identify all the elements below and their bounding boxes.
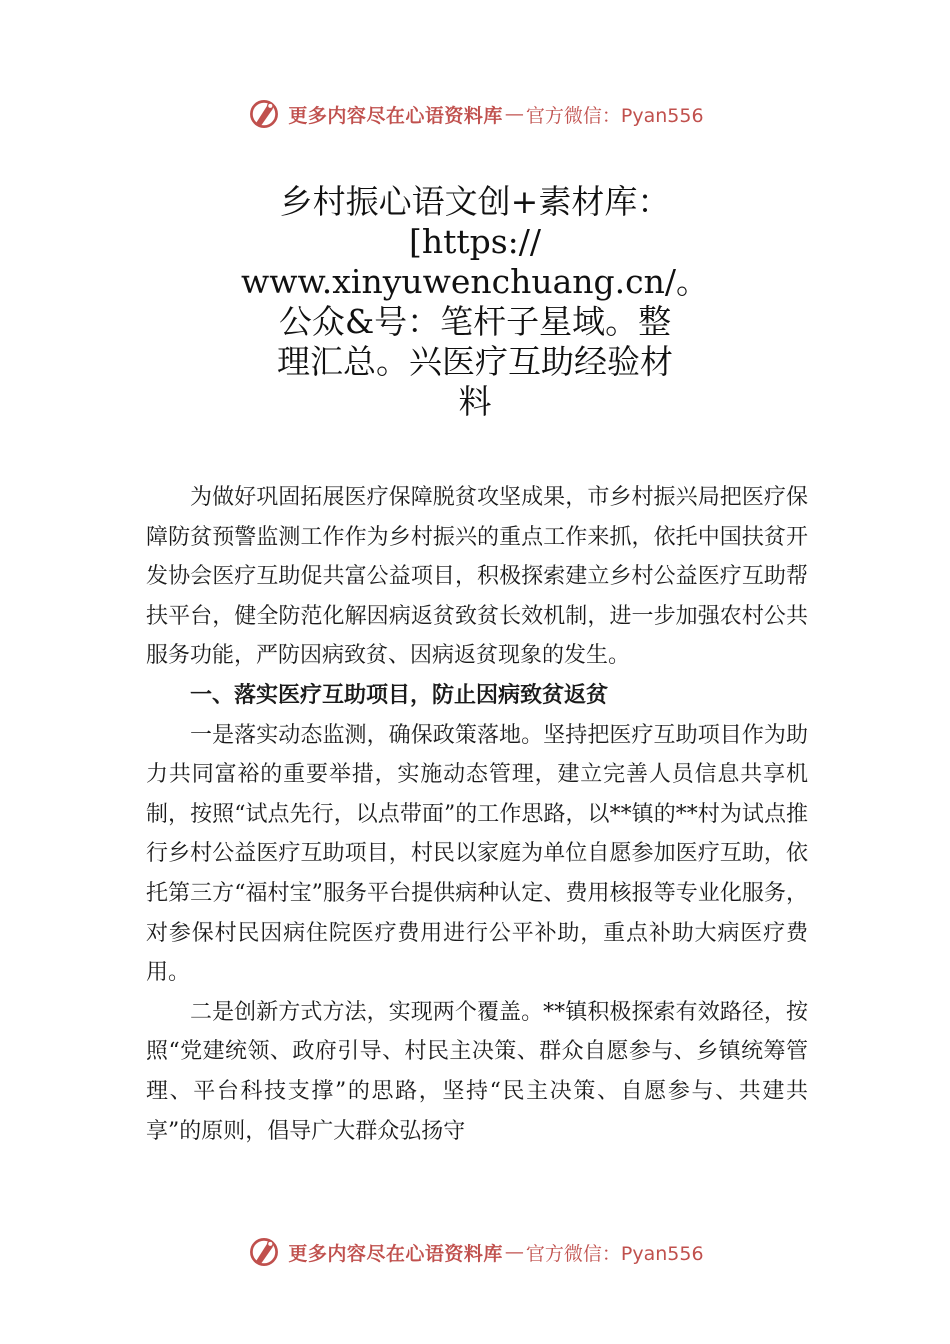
header-banner (0, 94, 950, 134)
intro-paragraph: 为做好巩固拓展医疗保障脱贫攻坚成果，市乡村振兴局把医疗保障防贫预警监测工作作为乡村振兴的重点工作来抓，依托中国扶贫开发协会医疗互助促共富公益项目，积极探索建立乡村公益医疗互助帮扶平台，健全防范化解因病返贫致贫长效机制，进一步加强农村公共服务功能，严防因病致贫、因病返贫现象的发生。 (146, 485, 808, 669)
document-title (175, 182, 775, 422)
banner-separator: — (504, 1241, 524, 1263)
title-line: 理汇总。兴医疗互助经验材 (277, 342, 673, 381)
title-line: 乡村振心语文创+素材库： (279, 182, 671, 221)
banner-wechat: 官方微信：Pyan556 (525, 104, 704, 127)
banner-text: 更多内容尽在心语资料库 (288, 1242, 503, 1265)
banner-wechat: 官方微信：Pyan556 (525, 1242, 704, 1265)
body-paragraph: 一是落实动态监测，确保政策落地。坚持把医疗互助项目作为助力共同富裕的重要举措，实施动态管理，建立完善人员信息共享机制，按照“试点先行，以点带面”的工作思路，以**镇的**村为试点推行乡村公益医疗互助项目，村民以家庭为单位自愿参加医疗互助，依托第三方“福村宝”服务平台提供病种认定、费用核报等专业化服务，对参保村民因病住院医疗费用进行公平补助，重点补助大病医疗费用。 (146, 722, 808, 986)
section-heading: 一、落实医疗互助项目，防止因病致贫返贫 (190, 682, 609, 708)
pen-logo-icon (246, 1234, 282, 1270)
banner-text: 更多内容尽在心语资料库 (288, 104, 503, 127)
title-line: [https:// (408, 222, 542, 261)
footer-banner (0, 1232, 950, 1272)
pen-logo-icon (246, 96, 282, 132)
document-body (146, 478, 808, 1151)
title-line: 料 (458, 382, 492, 421)
banner-separator: — (504, 103, 524, 125)
title-line: www.xinyuwenchuang.cn/。 (240, 262, 710, 301)
body-paragraph: 二是创新方式方法，实现两个覆盖。**镇积极探索有效路径，按照“党建统领、政府引导、村民主决策、群众自愿参与、乡镇统筹管理、平台科技支撑”的思路，坚持“民主决策、自愿参与、共建共享”的原则，倡导广大群众弘扬守 (146, 999, 808, 1144)
title-line: 公众&号：笔杆子星域。整 (278, 302, 672, 341)
